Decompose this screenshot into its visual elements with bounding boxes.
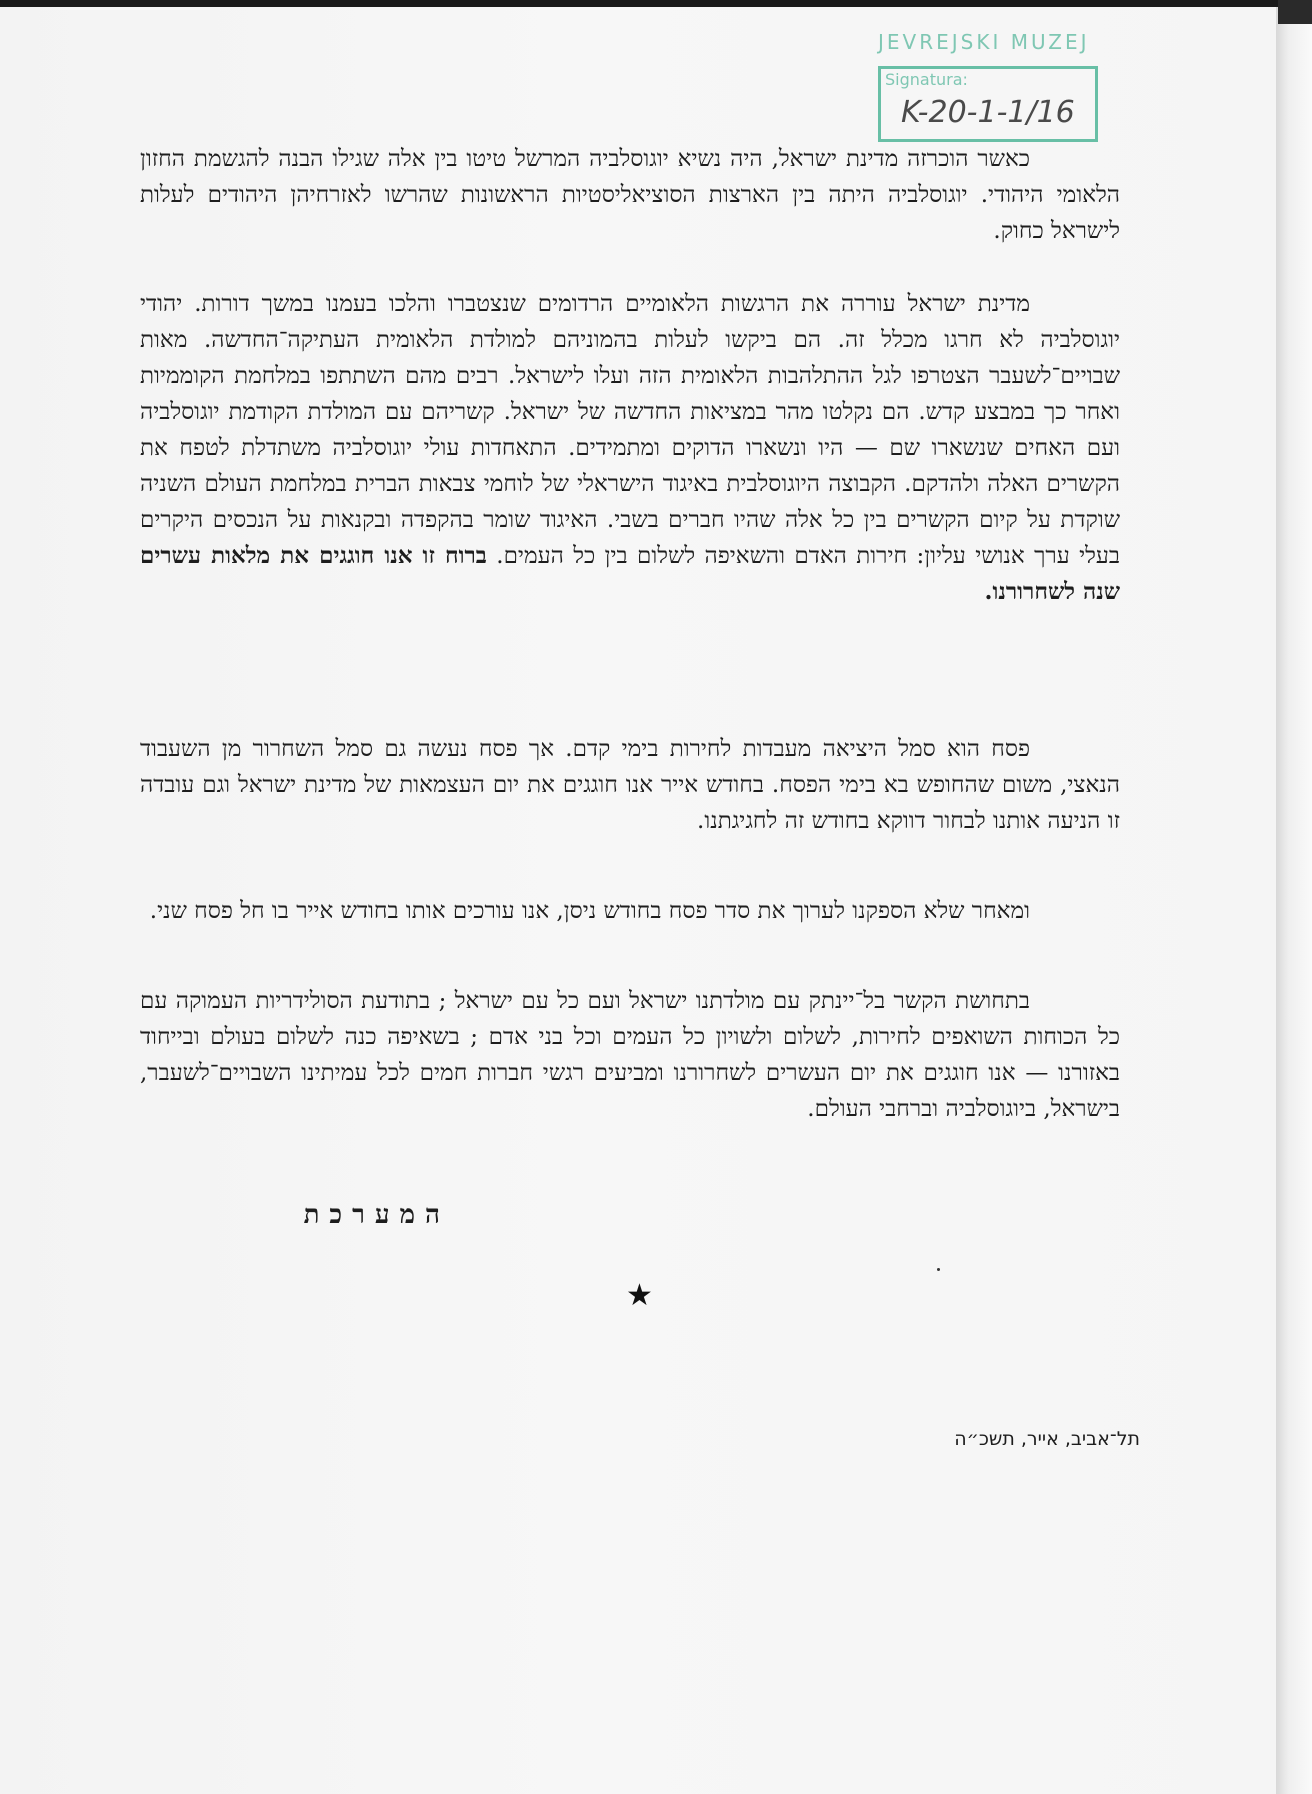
paragraph-1: כאשר הוכרזה מדינת ישראל, היה נשיא יוגוסלביה המרשל טיטו בין אלה שגילו הבנה להגשמת החזון הלאומי היהודי. יוגוסלביה היתה בין הארצות הסוציאליסטיות הראשונות שהרשו לאזרחיהן היהודים לעלות לישראל כחוק. xyxy=(140,146,1120,244)
paragraph-3: פסח הוא סמל היציאה מעבדות לחירות בימי קדם. אך פסח נעשה גם סמל השחרור מן השעבוד הנאצי, משום שהחופש בא בימי הפסח. בחודש אייר אנו חוגגים את יום העצמאות של מדינת ישראל וגם עובדה זו הניעה אותנו לבחור דווקא בחודש זה לחגיגתנו. xyxy=(140,736,1120,834)
museum-stamp-header: JEVREJSKI MUZEJ xyxy=(878,30,1090,54)
editorial-signoff: המערכת xyxy=(303,1200,450,1230)
stamp-signatura-label: Signatura: xyxy=(885,70,968,89)
paragraph-2-bold-text: ברוח זו אנו חוגגים את מלאות עשרים שנה לשחרורנו. xyxy=(140,542,1120,605)
museum-stamp-box xyxy=(878,66,1098,142)
stamp-handwritten-signature: K-20-1-1/16 xyxy=(901,95,1075,130)
paragraph-2-text: מדינת ישראל עוררה את הרגשות הלאומיים הרדומים שנצטברו והלכו בעמנו במשך דורות. יהודי יוגוסלביה לא חרגו מכלל זה. הם ביקשו לעלות בהמוניהם למולדת הלאומית העתיקה־החדשה. מאות שבויים־לשעבר הצטרפו לגל ההתלהבות הלאומית הזה ועלו לישראל. רבים מהם השתתפו במלחמת הקוממיות ואחר כך במבצע קדש. הם נקלטו מהר במציאות החדשה של ישראל. קשריהם עם המולדת הקודמת יוגוסלביה ועם האחים שנשארו שם — היו ונשארו הדוקים ומתמידים. התאחדות עולי יוגוסלביה משתדלת לטפח את הקשרים האלה ולהדקם. הקבוצה היוגוסלבית באיגוד הישראלי של לוחמי צבאות הברית במלחמת העולם השניה שוקדת על קיום הקשרים בין כל אלה שהיו חברים בשבי. האיגוד שומר בהקפדה ובקנאות על הנכסים היקרים בעלי ערך אנושי עליון: חירות האדם והשאיפה לשלום בין כל העמים. xyxy=(140,291,1121,569)
paragraph-4: ומאחר שלא הספקנו לערוך את סדר פסח בחודש ניסן, אנו עורכים אותו בחודש אייר בו חל פסח שני. xyxy=(149,898,1030,924)
paragraph-5: בתחושת הקשר בל־יינתק עם מולדתנו ישראל ועם כל עם ישראל ; בתודעת הסולידריות העמוקה עם כל הכוחות השואפים לחירות, לשלום ולשויון כל העמים וכל בני אדם ; בשאיפה כנה לשלום בעולם ובייחוד באזורנו — אנו חוגגים את יום העשרים לשחרורנו ומביעים רגשי חברות חמים לכל עמיתינו השבויים־לשעבר, בישראל, ביוגוסלביה וברחבי העולם. xyxy=(140,988,1120,1122)
page-edge-shadow xyxy=(1276,7,1312,1794)
star-icon: ★ xyxy=(626,1278,653,1313)
scan-border-top xyxy=(0,0,1312,7)
paragraph-2 xyxy=(140,286,1120,610)
scan-corner xyxy=(1278,0,1312,24)
scan-speck xyxy=(937,1268,940,1271)
place-date-line: תל־אביב, אייר, תשכ״ה xyxy=(954,1428,1140,1450)
